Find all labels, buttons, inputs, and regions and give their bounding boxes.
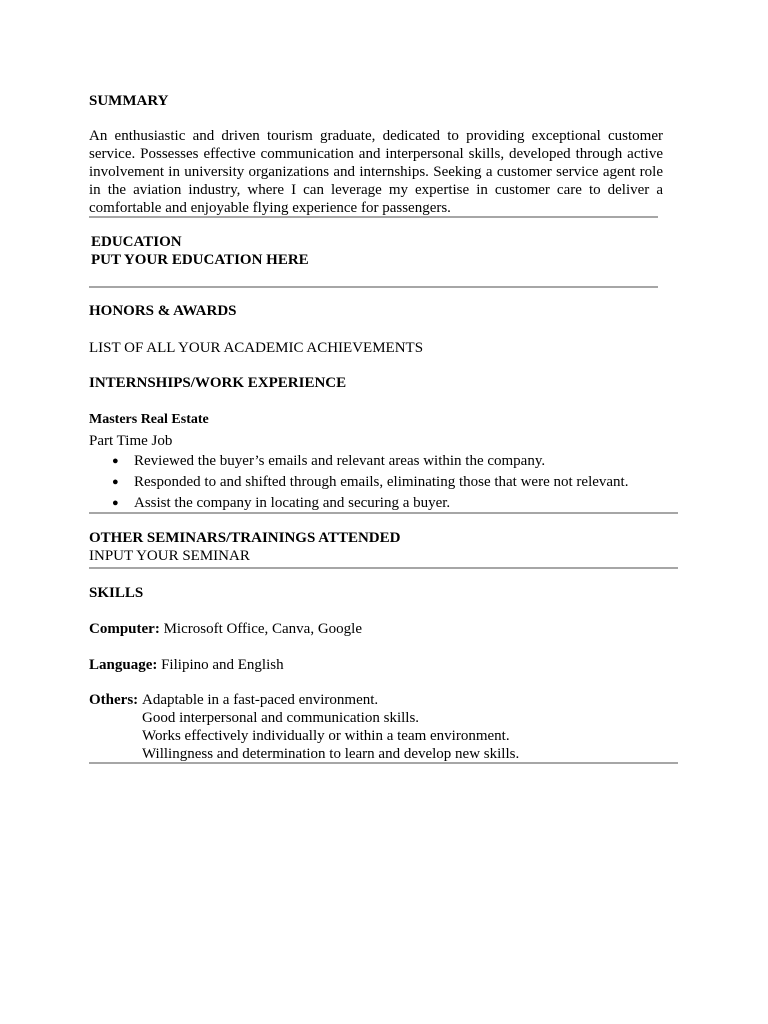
bullet-text: Responded to and shifted through emails, eliminating those that were not relevant. (134, 474, 629, 490)
skills-heading: SKILLS (89, 585, 144, 601)
skill-value: Filipino and English (161, 657, 284, 673)
education-heading: EDUCATION (91, 234, 182, 250)
divider (89, 512, 678, 514)
skill-language (89, 656, 284, 674)
job-role: Part Time Job (89, 433, 173, 449)
skill-other-item: Works effectively individually or within a team environment. (142, 728, 510, 744)
honors-text: LIST OF ALL YOUR ACADEMIC ACHIEVEMENTS (89, 340, 424, 356)
summary-paragraph (89, 127, 663, 217)
bullet-icon: ● (112, 455, 119, 467)
seminars-heading: OTHER SEMINARS/TRAININGS ATTENDED (89, 530, 401, 546)
bullet-text: Reviewed the buyer’s emails and relevant areas within the company. (134, 453, 546, 469)
skill-computer (89, 620, 362, 638)
honors-heading: HONORS & AWARDS (89, 303, 237, 319)
bullet-text: Assist the company in locating and securing a buyer. (134, 495, 451, 511)
skill-other-item: Good interpersonal and communication skills. (142, 710, 420, 726)
experience-heading: INTERNSHIPS/WORK EXPERIENCE (89, 375, 347, 391)
summary-text: An enthusiastic and driven tourism graduate, dedicated to providing exceptional customer service. Possesses effective communication and interpersonal skills, developed through active involvement in university organizations and internships. Seeking a customer service agent role in the aviation industry, where I can leverage my expertise in customer care to deliver a comfortable and enjoyable flying experience for passengers. (89, 128, 663, 216)
skill-other-item: Willingness and determination to learn and develop new skills. (142, 746, 520, 762)
divider (89, 762, 678, 764)
divider (89, 286, 658, 288)
skill-value: Microsoft Office, Canva, Google (163, 621, 362, 637)
education-placeholder: PUT YOUR EDUCATION HERE (91, 252, 309, 268)
bullet-icon: ● (112, 476, 119, 488)
divider (89, 567, 678, 569)
seminars-text: INPUT YOUR SEMINAR (89, 548, 250, 564)
skill-other-item: Adaptable in a fast-paced environment. (142, 692, 379, 708)
skill-label: Others: (89, 692, 139, 708)
skill-label: Language: (89, 657, 158, 673)
company-name: Masters Real Estate (89, 412, 209, 427)
summary-heading: SUMMARY (89, 93, 169, 109)
bullet-icon: ● (112, 497, 119, 509)
divider (89, 216, 658, 218)
skill-label: Computer: (89, 621, 160, 637)
